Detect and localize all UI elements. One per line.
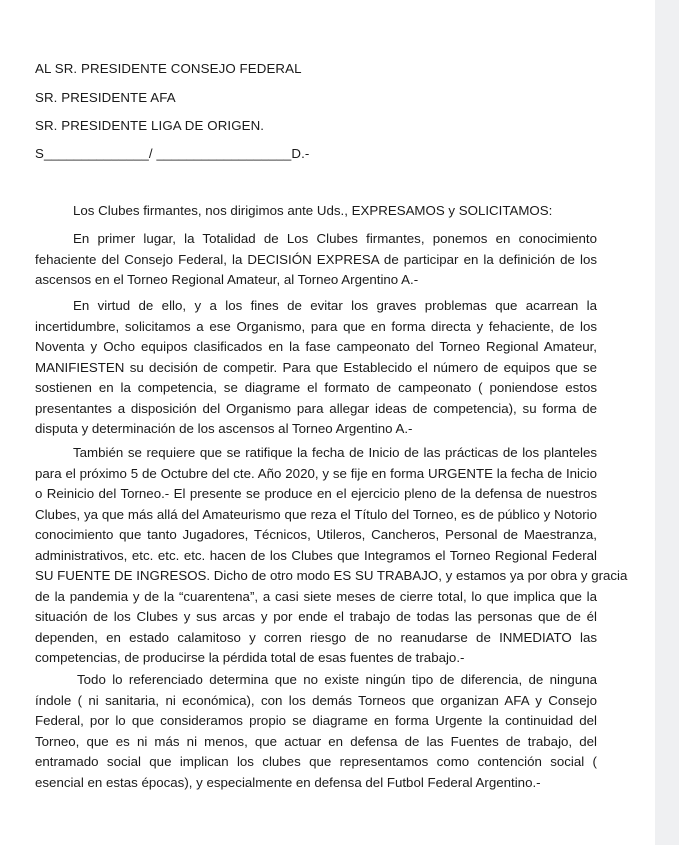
paragraph-4 — [35, 670, 597, 793]
paragraph-3 — [35, 443, 628, 669]
paragraph-line: entramado social que implican los clubes que representamos como contención social ( — [35, 754, 597, 769]
paragraph-line: En virtud de ello, y a los fines de evitar los graves problemas que acarrean la — [73, 298, 597, 313]
paragraph-line: de la pandemia y de la “cuarentena”, a casi siete meses de cierre total, lo que implica que la — [35, 588, 597, 604]
intro-paragraph — [73, 201, 597, 222]
paragraph-line: Torneo, que es ni más ni menos, que actuar en defensa de las Fuentes de trabajo, del — [35, 733, 597, 749]
paragraph-line: situación de los Clubes y sus arcas y por ende el trabajo de todas las personas que de él — [35, 609, 597, 624]
addressee-afa: SR. PRESIDENTE AFA — [35, 90, 176, 105]
paragraph-line: o Reinicio del Torneo.- El presente se produce en el ejercicio pleno de la defensa de nuestros — [35, 486, 597, 501]
paragraph-line: SU FUENTE DE INGRESOS. Dicho de otro modo ES SU TRABAJO, y estamos ya por obra y gracia — [35, 568, 628, 583]
paragraph-line: En primer lugar, la Totalidad de Los Clubes firmantes, ponemos en conocimiento — [73, 231, 597, 246]
intro-line: Los Clubes firmantes, nos dirigimos ante Uds., EXPRESAMOS y SOLICITAMOS: — [73, 203, 553, 218]
paragraph-2 — [35, 296, 597, 440]
paragraph-line: administrativos, etc. etc. etc. hacen de los Clubes que Integramos el Torneo Regional Federal — [35, 547, 597, 563]
addressee-consejo-federal: AL SR. PRESIDENTE CONSEJO FEDERAL — [35, 61, 302, 76]
paragraph-line: También se requiere que se ratifique la fecha de Inicio de las prácticas de los planteles — [73, 445, 597, 460]
paragraph-line: disputa y determinación de los ascensos al Torneo Argentino A.- — [35, 421, 413, 436]
viewer-gutter — [655, 0, 679, 845]
signature-line: S______________/ __________________D.- — [35, 146, 310, 161]
paragraph-line: para el próximo 5 de Octubre del cte. Año 2020, y se fije en forma URGENTE la fecha de Inicio — [35, 465, 597, 481]
addressee-liga-origen: SR. PRESIDENTE LIGA DE ORIGEN. — [35, 118, 265, 133]
paragraph-line: incertidumbre, solicitamos a ese Organismo, para que en forma directa y fehaciente, de los — [35, 318, 597, 334]
paragraph-line: competencias, de producirse la pérdida total de esas fuentes de trabajo.- — [35, 650, 465, 665]
paragraph-line: conocimiento que tanto Jugadores, Técnicos, Utileros, Cancheros, Personal de Maestranza, — [35, 527, 597, 542]
paragraph-1 — [35, 229, 597, 291]
paragraph-line: Todo lo referenciado determina que no existe ningún tipo de diferencia, de ninguna — [77, 672, 597, 687]
paragraph-line: sostienen en la competencia, se diagrame el formato de campeonato ( poniendose estos — [35, 380, 597, 395]
paragraph-line: Clubes, ya que más allá del Amateurismo que reza el Título del Torneo, es de público y Notorio — [35, 506, 597, 522]
paragraph-line: fehaciente del Consejo Federal, la DECISIÓN EXPRESA de participar en la definición de los — [35, 251, 597, 267]
paragraph-line: presentantes a disposición del Organismo para allegar ideas de competencia), su forma de — [35, 400, 597, 416]
paragraph-line: ascensos en el Torneo Regional Amateur, al Torneo Argentino A.- — [35, 272, 419, 287]
paragraph-line: esencial en estas épocas), y especialmente en defensa del Futbol Federal Argentino.- — [35, 774, 541, 790]
paragraph-line: Federal, por lo que consideramos propio se diagrame en forma Urgente la continuidad del — [35, 713, 597, 728]
paragraph-line: dependen, en estado calamitoso y corren riesgo de no reanudarse de INMEDIATO las — [35, 629, 597, 645]
paragraph-line: MANIFIESTEN su decisión de competir. Para que Establecido el número de equipos que se — [35, 359, 597, 375]
paragraph-line: Noventa y Ocho equipos clasificados en la fase campeonato del Torneo Regional Amateur, — [35, 339, 597, 354]
paragraph-line: índole ( ni sanitaria, ni económica), con los demás Torneos que organizan AFA y Consejo — [35, 692, 597, 708]
